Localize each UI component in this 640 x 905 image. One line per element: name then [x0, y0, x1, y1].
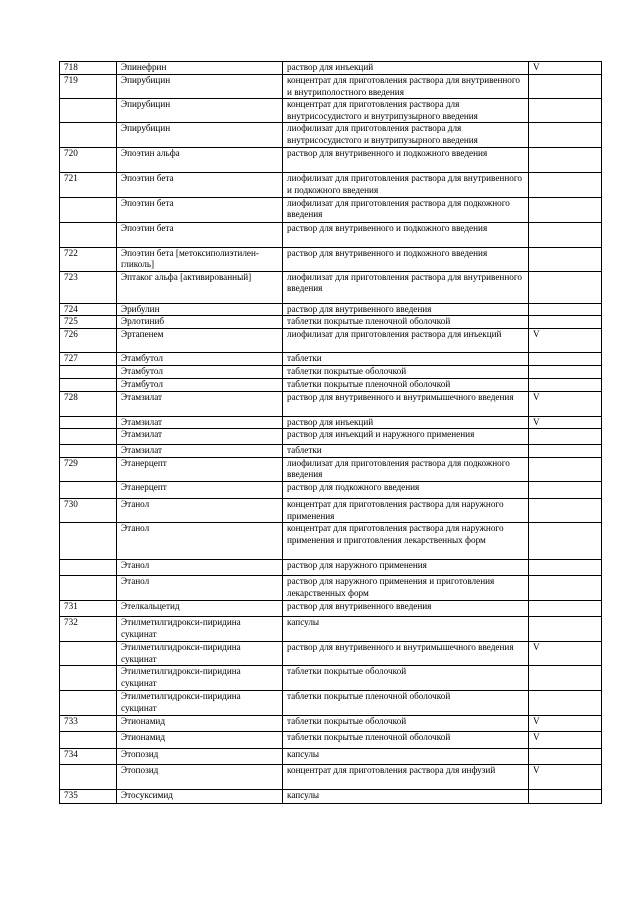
drug-name-cell: Этилметилгидрокси-пиридина сукцинат [117, 691, 283, 716]
drug-name-cell: Этамбутол [117, 378, 283, 391]
drug-name-cell: Эпирубицин [117, 123, 283, 148]
table-row [60, 691, 602, 716]
vital-mark-cell [529, 445, 602, 458]
dosage-form-cell: таблетки покрытые оболочкой [283, 716, 529, 732]
table-row [60, 749, 602, 765]
vital-mark-cell [529, 560, 602, 576]
vital-mark-cell [529, 691, 602, 716]
vital-mark-cell: V [529, 391, 602, 416]
drug-name-cell: Этанерцепт [117, 481, 283, 498]
dosage-form-cell: таблетки покрытые пленочной оболочкой [283, 378, 529, 391]
table-row [60, 303, 602, 316]
table-row [60, 416, 602, 429]
drug-name-cell: Этамзилат [117, 445, 283, 458]
row-number-cell [60, 445, 117, 458]
table-row [60, 790, 602, 804]
drug-name-cell: Этопозид [117, 749, 283, 765]
row-number-cell: 727 [60, 353, 117, 366]
drug-name-cell: Эпоэтин бета [117, 197, 283, 222]
vital-mark-cell [529, 523, 602, 560]
table-row [60, 601, 602, 617]
dosage-form-cell: раствор для внутривенного и внутримышечного введения [283, 642, 529, 666]
dosage-form-cell: таблетки покрытые пленочной оболочкой [283, 316, 529, 329]
dosage-form-cell: концентрат для приготовления раствора для внутрисосудистого и внутрипузырного введения [283, 99, 529, 123]
row-number-cell [60, 642, 117, 666]
table-row [60, 247, 602, 271]
vital-mark-cell [529, 316, 602, 329]
table-row [60, 642, 602, 666]
dosage-form-cell: раствор для внутривенного введения [283, 601, 529, 617]
row-number-cell: 721 [60, 173, 117, 197]
row-number-cell [60, 416, 117, 429]
row-number-cell: 732 [60, 617, 117, 642]
table-row [60, 271, 602, 303]
vital-mark-cell: V [529, 732, 602, 749]
row-number-cell [60, 378, 117, 391]
row-number-cell [60, 197, 117, 222]
table-row [60, 765, 602, 790]
dosage-form-cell: концентрат для приготовления раствора для инфузий [283, 765, 529, 790]
drug-name-cell: Этамзилат [117, 391, 283, 416]
table-row [60, 173, 602, 197]
vital-mark-cell: V [529, 329, 602, 353]
vital-mark-cell [529, 481, 602, 498]
row-number-cell [60, 222, 117, 247]
table-row [60, 666, 602, 691]
table-row [60, 197, 602, 222]
row-number-cell: 724 [60, 303, 117, 316]
table-row [60, 75, 602, 99]
drug-name-cell: Этанерцепт [117, 457, 283, 481]
table-row [60, 445, 602, 458]
vital-mark-cell: V [529, 642, 602, 666]
table-row [60, 429, 602, 445]
row-number-cell [60, 666, 117, 691]
table-row [60, 62, 602, 75]
drug-name-cell: Эртапенем [117, 329, 283, 353]
row-number-cell: 729 [60, 457, 117, 481]
dosage-form-cell: раствор для инъекций [283, 416, 529, 429]
table-row [60, 329, 602, 353]
dosage-form-cell: таблетки покрытые оболочкой [283, 366, 529, 379]
row-number-cell [60, 560, 117, 576]
drug-name-cell: Этамзилат [117, 429, 283, 445]
table-row [60, 457, 602, 481]
row-number-cell: 722 [60, 247, 117, 271]
vital-mark-cell [529, 247, 602, 271]
row-number-cell: 719 [60, 75, 117, 99]
vital-mark-cell [529, 617, 602, 642]
row-number-cell [60, 99, 117, 123]
row-number-cell [60, 576, 117, 601]
drug-name-cell: Эпоэтин бета [117, 173, 283, 197]
table-row [60, 498, 602, 522]
drug-name-cell: Этионамид [117, 716, 283, 732]
dosage-form-cell: лиофилизат для приготовления раствора для внутривенного и подкожного введения [283, 173, 529, 197]
row-number-cell: 723 [60, 271, 117, 303]
table-row [60, 617, 602, 642]
dosage-form-cell: лиофилизат для приготовления раствора для подкожного введения [283, 197, 529, 222]
drug-name-cell: Этилметилгидрокси-пиридина сукцинат [117, 642, 283, 666]
vital-mark-cell [529, 271, 602, 303]
drug-name-cell: Эпоэтин бета [117, 222, 283, 247]
dosage-form-cell: таблетки [283, 353, 529, 366]
drug-name-cell: Этанол [117, 560, 283, 576]
drug-name-cell: Эпинефрин [117, 62, 283, 75]
vital-mark-cell [529, 75, 602, 99]
dosage-form-cell: раствор для внутривенного и подкожного введения [283, 148, 529, 173]
vital-mark-cell [529, 197, 602, 222]
vital-mark-cell: V [529, 62, 602, 75]
dosage-form-cell: капсулы [283, 617, 529, 642]
drug-name-cell: Этамзилат [117, 416, 283, 429]
vital-mark-cell [529, 99, 602, 123]
table-row [60, 353, 602, 366]
vital-mark-cell [529, 457, 602, 481]
vital-mark-cell [529, 353, 602, 366]
dosage-form-cell: лиофилизат для приготовления раствора для подкожного введения [283, 457, 529, 481]
table-row [60, 560, 602, 576]
vital-mark-cell [529, 222, 602, 247]
row-number-cell [60, 366, 117, 379]
row-number-cell [60, 732, 117, 749]
row-number-cell: 725 [60, 316, 117, 329]
row-number-cell: 733 [60, 716, 117, 732]
dosage-form-cell: таблетки покрытые оболочкой [283, 666, 529, 691]
vital-mark-cell [529, 790, 602, 804]
vital-mark-cell: V [529, 416, 602, 429]
drug-name-cell: Этопозид [117, 765, 283, 790]
table-row [60, 576, 602, 601]
drug-name-cell: Эрибулин [117, 303, 283, 316]
dosage-form-cell: раствор для внутривенного и подкожного введения [283, 222, 529, 247]
vital-mark-cell [529, 148, 602, 173]
table-row [60, 222, 602, 247]
vital-mark-cell [529, 749, 602, 765]
vital-mark-cell [529, 123, 602, 148]
vital-mark-cell [529, 601, 602, 617]
drug-name-cell: Этанол [117, 576, 283, 601]
drug-name-cell: Этанол [117, 498, 283, 522]
vital-mark-cell [529, 666, 602, 691]
dosage-form-cell: таблетки покрытые пленочной оболочкой [283, 732, 529, 749]
dosage-form-cell: лиофилизат для приготовления раствора для инъекций [283, 329, 529, 353]
row-number-cell [60, 429, 117, 445]
drug-name-cell: Эптаког альфа [активированный] [117, 271, 283, 303]
drug-name-cell: Этамбутол [117, 366, 283, 379]
dosage-form-cell: таблетки покрытые пленочной оболочкой [283, 691, 529, 716]
dosage-form-cell: раствор для внутривенного введения [283, 303, 529, 316]
row-number-cell: 720 [60, 148, 117, 173]
table-row [60, 99, 602, 123]
row-number-cell [60, 123, 117, 148]
dosage-form-cell: капсулы [283, 749, 529, 765]
dosage-form-cell: концентрат для приготовления раствора для внутривенного и внутриполостного введения [283, 75, 529, 99]
dosage-form-cell: раствор для наружного применения [283, 560, 529, 576]
vital-mark-cell [529, 378, 602, 391]
drug-name-cell: Этосуксимид [117, 790, 283, 804]
drug-name-cell: Эпирубицин [117, 75, 283, 99]
row-number-cell [60, 691, 117, 716]
drug-name-cell: Этамбутол [117, 353, 283, 366]
row-number-cell: 728 [60, 391, 117, 416]
table-row [60, 391, 602, 416]
vital-mark-cell [529, 366, 602, 379]
drug-name-cell: Этелкальцетид [117, 601, 283, 617]
drug-name-cell: Эпоэтин альфа [117, 148, 283, 173]
table-row [60, 481, 602, 498]
vital-mark-cell [529, 303, 602, 316]
vital-mark-cell [529, 429, 602, 445]
dosage-form-cell: раствор для инъекций [283, 62, 529, 75]
drug-name-cell: Этилметилгидрокси-пиридина сукцинат [117, 617, 283, 642]
vital-mark-cell [529, 498, 602, 522]
table-row [60, 716, 602, 732]
row-number-cell: 734 [60, 749, 117, 765]
dosage-form-cell: раствор для наружного применения и приготовления лекарственных форм [283, 576, 529, 601]
drug-name-cell: Эпоэтин бета [метоксиполиэтилен-гликоль] [117, 247, 283, 271]
vital-mark-cell [529, 576, 602, 601]
vital-mark-cell: V [529, 765, 602, 790]
table-row [60, 316, 602, 329]
drug-name-cell: Этанол [117, 523, 283, 560]
drug-name-cell: Эпирубицин [117, 99, 283, 123]
dosage-form-cell: раствор для внутривенного и подкожного введения [283, 247, 529, 271]
row-number-cell: 726 [60, 329, 117, 353]
dosage-form-cell: лиофилизат для приготовления раствора для внутривенного введения [283, 271, 529, 303]
row-number-cell [60, 481, 117, 498]
vital-mark-cell [529, 173, 602, 197]
dosage-form-cell: раствор для подкожного введения [283, 481, 529, 498]
dosage-form-cell: раствор для инъекций и наружного применения [283, 429, 529, 445]
drug-name-cell: Эрлотиниб [117, 316, 283, 329]
dosage-form-cell: таблетки [283, 445, 529, 458]
drug-name-cell: Этилметилгидрокси-пиридина сукцинат [117, 666, 283, 691]
dosage-form-cell: лиофилизат для приготовления раствора для внутрисосудистого и внутрипузырного введения [283, 123, 529, 148]
row-number-cell [60, 765, 117, 790]
dosage-form-cell: раствор для внутривенного и внутримышечного введения [283, 391, 529, 416]
table-row [60, 378, 602, 391]
row-number-cell: 735 [60, 790, 117, 804]
drug-list-body [60, 62, 602, 804]
row-number-cell: 731 [60, 601, 117, 617]
row-number-cell: 730 [60, 498, 117, 522]
drug-name-cell: Этионамид [117, 732, 283, 749]
dosage-form-cell: концентрат для приготовления раствора для наружного применения [283, 498, 529, 522]
dosage-form-cell: капсулы [283, 790, 529, 804]
vital-mark-cell: V [529, 716, 602, 732]
table-row [60, 732, 602, 749]
table-row [60, 148, 602, 173]
dosage-form-cell: концентрат для приготовления раствора для наружного применения и приготовления лекарственных форм [283, 523, 529, 560]
row-number-cell: 718 [60, 62, 117, 75]
drug-list-table [59, 61, 602, 804]
row-number-cell [60, 523, 117, 560]
table-row [60, 123, 602, 148]
table-row [60, 366, 602, 379]
table-row [60, 523, 602, 560]
